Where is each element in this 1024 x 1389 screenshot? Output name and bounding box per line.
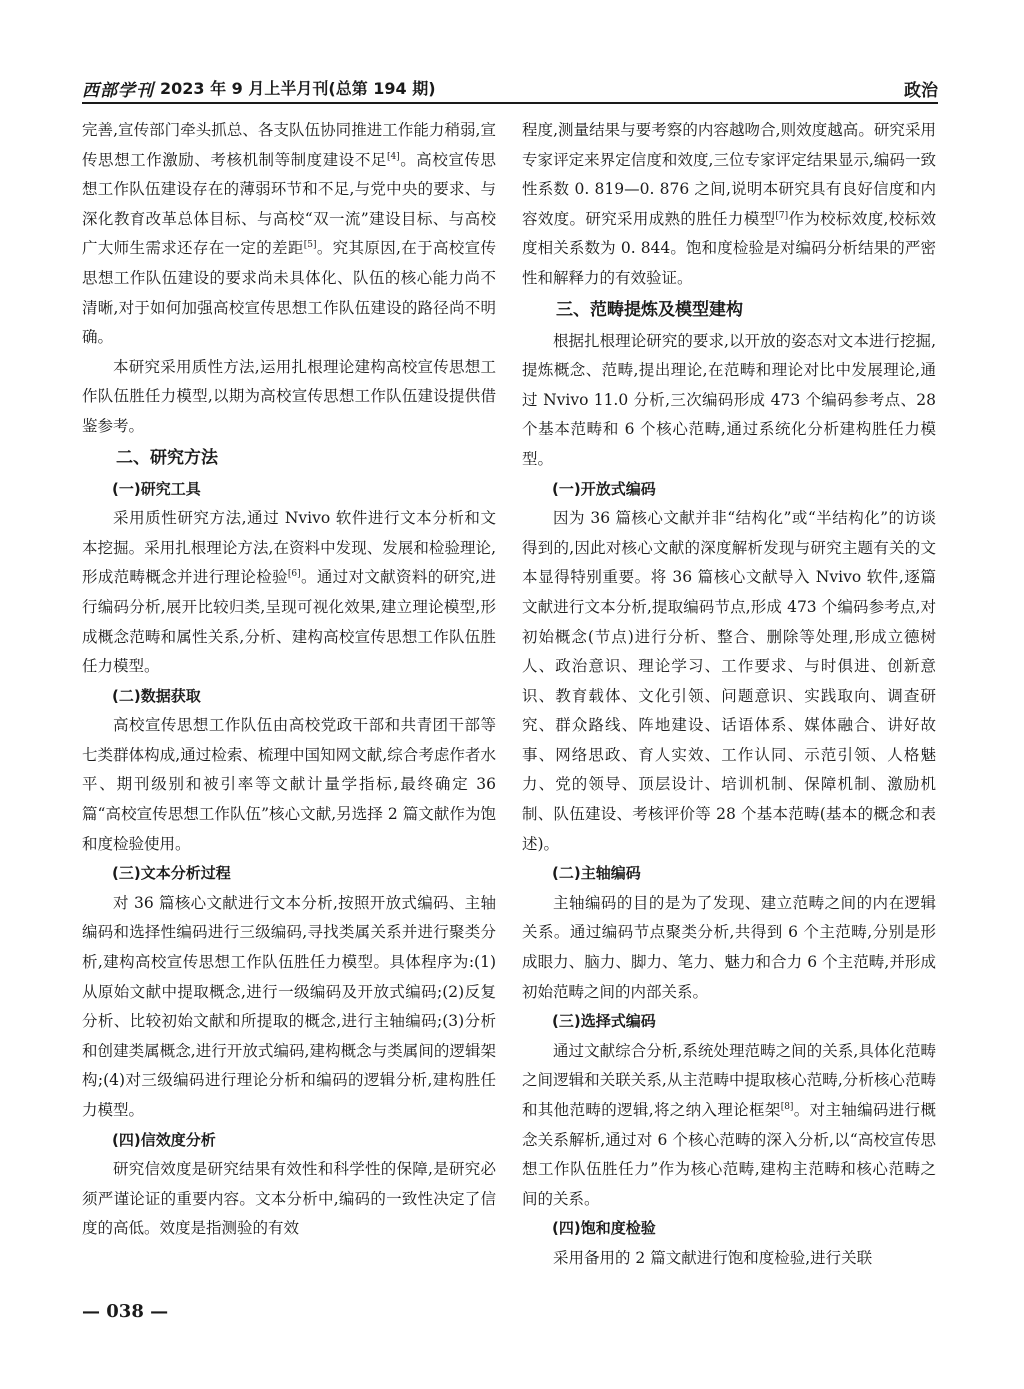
subsection-heading: (一)研究工具	[112, 479, 201, 498]
right-column	[522, 116, 936, 1274]
citation[interactable]: [8]	[780, 1102, 794, 1112]
citation[interactable]: [6]	[287, 569, 301, 580]
paragraph: 程度,测量结果与要考察的内容越吻合,则效度越高。研究采用专家评定来界定信度和效度,三位专家评定结果显示,编码一致性系数 0. 819—0. 876 之间,说明本研究具有良好信度和内容效度。研究采用成熟的胜任力模型[7]作为校标效度,校标效度相关系数为 0. 844。饱和度检验是对编码分析结果的严密性和解释力的有效验证。	[522, 121, 936, 287]
section-heading: 三、范畴提炼及模型建构	[556, 299, 743, 320]
paragraph: 高校宣传思想工作队伍由高校党政干部和共青团干部等七类群体构成,通过检索、梳理中国知网文献,综合考虑作者水平、期刊级别和被引率等文献计量学指标,最终确定 36 篇“高校宣传思想工作队伍”核心文献,另选择 2 篇文献作为饱和度检验使用。	[82, 716, 496, 853]
subsection-heading: (二)主轴编码	[552, 864, 641, 883]
paragraph: 完善,宣传部门牵头抓总、各支队伍协同推进工作能力稍弱,宣传思想工作激励、考核机制等制度建设不足[4]。高校宣传思想工作队伍建设存在的薄弱环节和不足,与党中央的要求、与深化教育改革总体目标、与高校“双一流”建设目标、与高校广大师生需求还存在一定的差距[5]。究其原因,在于高校宣传思想工作队伍建设的要求尚未具体化、队伍的核心能力尚不清晰,对于如何加强高校宣传思想工作队伍建设的路径尚不明确。	[82, 121, 496, 347]
paragraph: 通过文献综合分析,系统处理范畴之间的关系,具体化范畴之间逻辑和关联关系,从主范畴中提取核心范畴,分析核心范畴和其他范畴的逻辑,将之纳入理论框架[8]。对主轴编码进行概念关系解析,通过对 6 个核心范畴的深入分析,以“高校宣传思想工作队伍胜任力”作为核心范畴,建构主范畴和核心范畴之间的关系。	[522, 1041, 936, 1208]
subsection-heading: (一)开放式编码	[552, 479, 656, 498]
subsection-heading: (三)文本分析过程	[112, 864, 231, 883]
citation[interactable]: [5]	[303, 240, 317, 251]
subsection-heading: (四)饱和度检验	[552, 1219, 656, 1238]
journal-logo: 西部学刊	[82, 81, 154, 101]
citation[interactable]: [4]	[386, 151, 400, 162]
header-rule	[82, 102, 938, 104]
section-name: 政治	[904, 81, 938, 101]
paragraph: 采用质性研究方法,通过 Nvivo 软件进行文本分析和文本挖掘。采用扎根理论方法,在资料中发现、发展和检验理论,形成范畴概念并进行理论检验[6]。通过对文献资料的研究,进行编码分析,展开比较归类,呈现可视化效果,建立理论模型,形成概念范畴和属性关系,分析、建构高校宣传思想工作队伍胜任力模型。	[82, 509, 496, 676]
paragraph: 研究信效度是研究结果有效性和科学性的保障,是研究必须严谨论证的重要内容。文本分析中,编码的一致性决定了信度的高低。效度是指测验的有效	[82, 1160, 496, 1238]
paragraph: 因为 36 篇核心文献并非“结构化”或“半结构化”的访谈得到的,因此对核心文献的深度解析发现与研究主题有关的文本显得特别重要。将 36 篇核心文献导入 Nvivo 软件,逐篇文献进行文本分析,提取编码节点,形成 473 个编码参考点,对初始概念(节点)进行分析、整合、删除等处理,形成立德树人、政治意识、理论学习、工作要求、与时俱进、创新意识、教育载体、文化引领、问题意识、实践取向、调查研究、群众路线、阵地建设、话语体系、媒体融合、讲好故事、网络思政、育人实效、工作认同、示范引领、人格魅力、党的领导、顶层设计、培训机制、保障机制、激励机制、队伍建设、考核评价等 28 个基本范畴(基本的概念和表述)。	[522, 509, 936, 853]
issue-info: 2023 年 9 月上半月刊(总第 194 期)	[160, 79, 436, 98]
citation[interactable]: [7]	[775, 210, 789, 221]
page-number: — 038 —	[82, 1301, 169, 1322]
paragraph: 对 36 篇核心文献进行文本分析,按照开放式编码、主轴编码和选择性编码进行三级编码,寻找类属关系并进行聚类分析,建构高校宣传思想工作队伍胜任力模型。具体程序为:(1)从原始文献中提取概念,进行一级编码及开放式编码;(2)反复分析、比较初始文献和所提取的概念,进行主轴编码;(3)分析和创建类属概念,进行开放式编码,建构概念与类属间的逻辑架构;(4)对三级编码进行理论分析和编码的逻辑分析,建构胜任力模型。	[82, 893, 496, 1119]
subsection-heading: (二)数据获取	[112, 686, 201, 705]
paragraph: 本研究采用质性方法,运用扎根理论建构高校宣传思想工作队伍胜任力模型,以期为高校宣传思想工作队伍建设提供借鉴参考。	[82, 357, 496, 435]
left-column	[82, 116, 496, 1244]
section-heading: 二、研究方法	[116, 447, 218, 468]
subsection-heading: (三)选择式编码	[552, 1012, 656, 1031]
paragraph: 采用备用的 2 篇文献进行饱和度检验,进行关联	[553, 1248, 873, 1267]
subsection-heading: (四)信效度分析	[112, 1130, 216, 1149]
paragraph: 根据扎根理论研究的要求,以开放的姿态对文本进行挖掘,提炼概念、范畴,提出理论,在范畴和理论对比中发展理论,通过 Nvivo 11.0 分析,三次编码形成 473 个编码参考点、28 个基本范畴和 6 个核心范畴,通过系统化分析建构胜任力模型。	[522, 331, 936, 468]
paragraph: 主轴编码的目的是为了发现、建立范畴之间的内在逻辑关系。通过编码节点聚类分析,共得到 6 个主范畴,分别是形成眼力、脑力、脚力、笔力、魅力和合力 6 个主范畴,并形成初始范畴之间的内部关系。	[522, 893, 936, 1001]
page-header	[82, 70, 938, 101]
